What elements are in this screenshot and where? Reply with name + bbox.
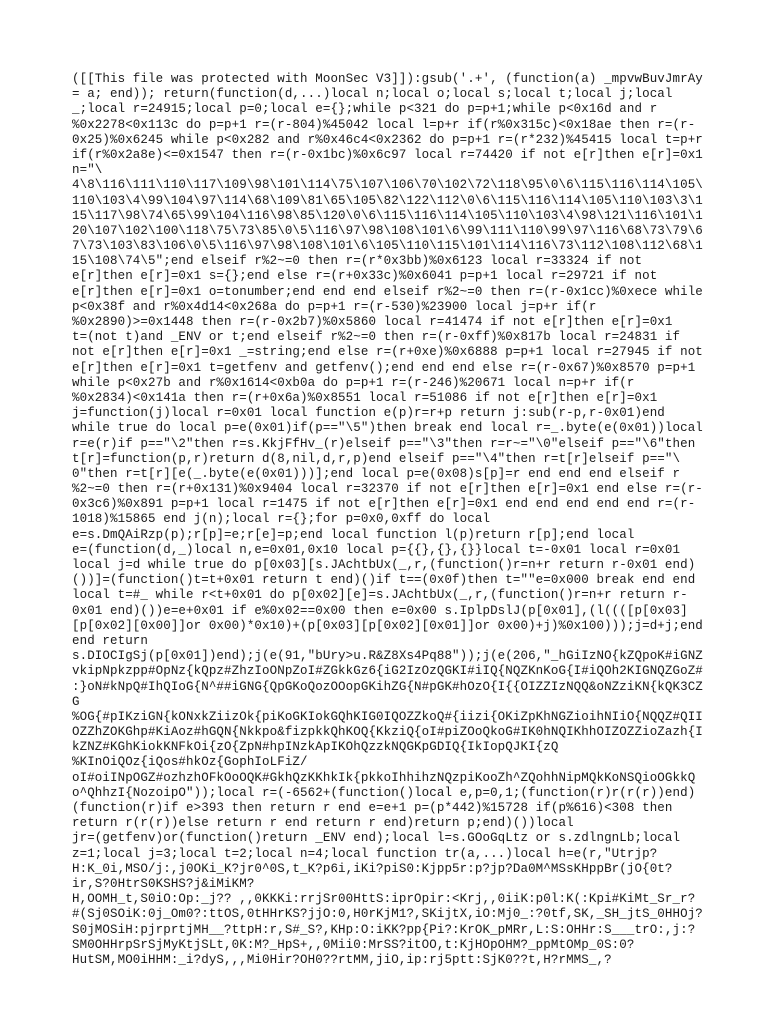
code-line: H:K_0i,MSO/j:,j0OKi_K?jr0^0S,t_K?p6i,iKi?piS0:Kjpp5r:p?jp?Da0M^MSsKHppBr(jO{0t?	[72, 861, 673, 876]
code-line: #(Sj0SOiK:0j_Om0?:ttOS,0tHHrKS?jjO:0,H0rKjM1?,SKijtX,iO:Mj0_:?0tf,SK,_SH_jtS_0HHOj?	[72, 907, 703, 922]
code-line: while p<0x27b and r%0x1614<0xb0a do p=p+1 r=(r-246)%20671 local n=p+r if(r	[72, 375, 635, 390]
code-line: j=function(j)local r=0x01 local function e(p)r=r+p return j:sub(r-p,r-0x01)end	[72, 406, 665, 421]
code-line: 0x25)%0x6245 while p<0x282 and r%0x46c4<0x2362 do p=p+1 r=(r*232)%45415 local t=p+r	[72, 132, 703, 147]
code-line: e=(function(d,_)local n,e=0x01,0x10 local p={{},{},{}}local t=-0x01 local r=0x01	[72, 542, 681, 557]
code-line: local j=d while true do p[0x03][s.JAchtbUx(_,r,(function()r=n+r return r-0x01 end)	[72, 558, 696, 572]
code-line: ([[This file was protected with MoonSec V3]]):gsub('.+', (function(a) _mpvwBuvJmrAy	[72, 72, 703, 86]
code-line: _;local r=24915;local p=0;local e={};while p<321 do p=p+1;while p<0x16d and r	[72, 102, 658, 117]
code-line: 15\117\98\74\65\99\104\116\98\85\120\0\6\115\116\114\105\110\103\4\98\121\116\101\1	[72, 208, 703, 223]
code-line: vkipNpkzpp#OpNz{kQpz#ZhzIoONpZoI#ZGkkGz6{iG2IzOzQGKI#iIQ{NQZKnKoG{I#iQOh2KIGNQZGoZ#	[72, 664, 703, 679]
code-line: %0x2278<0x113c do p=p+1 r=(r-804)%45042 local l=p+r if(r%0x315c)<0x18ae then r=(r-	[72, 117, 696, 132]
code-line: t=(not t)and _ENV or t;end elseif r%2~=0 then r=(r-0xff)%0x817b local r=24831 if	[72, 330, 681, 345]
code-line: p<0x38f and r%0x4d14<0x268a do p=p+1 r=(r-530)%23900 local j=p+r if(r	[72, 299, 597, 314]
code-line: oI#oiINpOGZ#ozhzhOFkOoOQK#GkhQzKKhkIk{pkkoIhhihzNQzpiKooZh^ZQohhNipMQkKoNSQioOGkkQ	[72, 770, 696, 785]
code-line: 110\103\4\99\104\97\114\68\109\81\65\105\82\122\112\0\6\115\116\114\105\110\103\3\1	[72, 193, 703, 208]
code-line: 0"then r=t[r][e(_.byte(e(0x01)))];end local p=e(0x08)s[p]=r end end end elseif r	[72, 466, 681, 481]
code-line: H,OOMH_t,S0iO:Op:_j?? ,,0KKKi:rrjSr00HttS:iprOpir:<Krj,,0iiK:p0l:K(:Kpi#KiMt_Sr_r?	[72, 892, 696, 907]
code-line: %0x2834)<0x141a then r=(r+0x6a)%0x8551 local r=51086 if not e[r]then e[r]=0x1	[72, 390, 658, 405]
code-line: 1018)%15865 end j(n);local r={};for p=0x0,0xff do local	[72, 512, 491, 527]
code-line: n="\	[72, 163, 103, 178]
code-line: 4\8\116\111\110\117\109\98\101\114\75\107\106\70\102\72\118\95\0\6\115\116\114\105\	[72, 178, 703, 193]
code-line: t[r]=function(p,r)return d(8,nil,d,r,p)end elseif p=="\4"then r=t[r]elseif p=="\	[72, 451, 681, 466]
code-line: %OG{#pIKziGN{kONxkZiizOk{piKoGKIokGQhKIG0IQOZZkoQ#{iizi{OKiZpKhNGZioihNIiO{NQQZ#QII	[72, 709, 703, 724]
code-line: e[r]then e[r]=0x1 s={};end else r=(r+0x33c)%0x6041 p=p+1 local r=29721 if not	[72, 269, 658, 284]
code-line: 0x01 end)())e=e+0x01 if e%0x02==0x00 then e=0x00 s.IplpDslJ(p[0x01],(l((([p[0x03]	[72, 603, 688, 618]
code-line: 20\107\102\100\118\75\73\85\0\5\116\97\98\108\101\6\99\111\110\99\97\116\68\73\79\6	[72, 223, 703, 238]
code-line: z=1;local j=3;local t=2;local n=4;local function tr(a,...)local h=e(r,"Utrjp?	[72, 846, 658, 861]
code-line: = a; end)); return(function(d,...)local n;local o;local s;local t;local j;local	[72, 87, 673, 102]
code-line: 7\73\103\83\106\0\5\116\97\98\108\101\6\105\110\115\101\114\116\73\112\108\112\68\1	[72, 239, 703, 254]
code-line: r=e(r)if p=="\2"then r=s.KkjFfHv_(r)elseif p=="\3"then r=r~="\0"elseif p=="\6"then	[72, 436, 696, 451]
code-line: SM0OHHrpSrSjMyKtjSLt,0K:M?_HpS+,,0Mii0:MrSS?itOO,t:KjHOpOHM?_ppMtOMp_0S:0?	[72, 937, 635, 952]
code-line: 0x3c6)%0x891 p=p+1 local r=1475 if not e[r]then e[r]=0x1 end end end end end r=(r-	[72, 497, 696, 512]
code-line: OZZhZOKGhp#KiAoz#hGQN{Nkkpo&fizpkkQhKOQ{KkziQ{oI#piZOoQkoG#IK0hNQIKhhOIZOZZioZazh{I	[72, 725, 703, 740]
code-line: 15\108\74\5";end elseif r%2~=0 then r=(r*0x3bb)%0x6123 local r=33324 if not	[72, 254, 643, 269]
code-line: e[r]then e[r]=0x1 t=getfenv and getfenv();end end end else r=(r-0x67)%0x8570 p=p+1	[72, 360, 696, 375]
code-line: local t=#_ while r<t+0x01 do p[0x02][e]=s.JAchtbUx(_,r,(function()r=n+r return r-	[72, 588, 688, 603]
code-line: [p[0x02][0x00]]or 0x00)*0x10)+(p[0x03][p[0x02][0x01]]or 0x00)+j)%0x100)));j=d+j;end	[72, 618, 703, 633]
code-line: e[r]then e[r]=0x1 o=tonumber;end end end elseif r%2~=0 then r=(r-0x1cc)%0xece while	[72, 284, 703, 299]
code-line: G	[72, 694, 80, 709]
code-line: (function(r)if e>393 then return r end e=e+1 p=(p*442)%15728 if(p%616)<308 then	[72, 801, 673, 815]
code-line: HutSM,MO0iHHM:_i?dyS,,,Mi0Hir?OH0??rtMM,jiO,ip:rj5ptt:SjK0??t,H?rMMS_,?	[72, 952, 612, 967]
code-line: ())]=(function()t=t+0x01 return t end)()if t==(0x0f)then t=""e=0x000 break end end	[72, 573, 696, 588]
code-line: s.DIOCIgSj(p[0x01])end);j(e(91,"bUry>u.R&Z8Xs4Pq88"));j(e(206,"_hGiIzNO{kZQpoK#iGNZ	[72, 649, 703, 664]
code-line: return r(r(r))else return r end return r end)return p;end)())local	[72, 816, 574, 831]
code-line: %0x2890)>=0x1448 then r=(r-0x2b7)%0x5860 local r=41474 if not e[r]then e[r]=0x1	[72, 315, 673, 329]
code-line: %KInOiQOz{iQos#hkOz{GophIoLFiZ/	[72, 755, 308, 770]
code-line: jr=(getfenv)or(function()return _ENV end);local l=s.GOoGqLtz or s.zdlngnLb;local	[72, 831, 681, 846]
code-line: S0jMOSiH:pjrprtjMH__?ttpH:r,S#_S?,KHp:O:iKK?pp{Pi?:KrOK_pMRr,L:S:OHHr:S___trO:,j:?	[72, 922, 696, 937]
code-line: e=s.DmQAiRzp(p);r[p]=e;r[e]=p;end local function l(p)return r[p];end local	[72, 527, 635, 542]
code-line: %2~=0 then r=(r+0x131)%0x9404 local r=32370 if not e[r]then e[r]=0x1 end else r=(r-	[72, 482, 703, 497]
document-page	[72, 72, 712, 968]
code-line: o^QhhzI{NozoipO"));local r=(-6562+(function()local e,p=0,1;(function(r)r(r(r))end)	[72, 785, 696, 800]
code-line: end return	[72, 633, 149, 648]
obfuscated-lua-code-block	[72, 72, 712, 968]
code-line: ir,S?0HtrS0KSHS?j&iMiKM?	[72, 876, 255, 891]
code-line: while true do local p=e(0x01)if(p=="\5")then break end local r=_.byte(e(0x01))local	[72, 421, 703, 436]
code-line: :}oN#kNpQ#IhQIoG{N^##iGNG{QpGKoQozOOopGKihZG{N#pGK#hOzO{I{{OIZZIzNQQ&oNZziKN{kQK3CZ	[72, 679, 703, 694]
code-line: not e[r]then e[r]=0x1 _=string;end else r=(r+0xe)%0x6888 p=p+1 local r=27945 if not	[72, 345, 703, 360]
code-line: if(r%0x2a8e)<=0x1547 then r=(r-0x1bc)%0x6c97 local r=74420 if not e[r]then e[r]=0x1	[72, 147, 703, 162]
code-line: kZNZ#KGhKiokKNFkOi{zO{ZpN#hpINzkApIKOhQzzkNQGKpGDIQ{IkIopQJKI{zQ	[72, 740, 559, 755]
